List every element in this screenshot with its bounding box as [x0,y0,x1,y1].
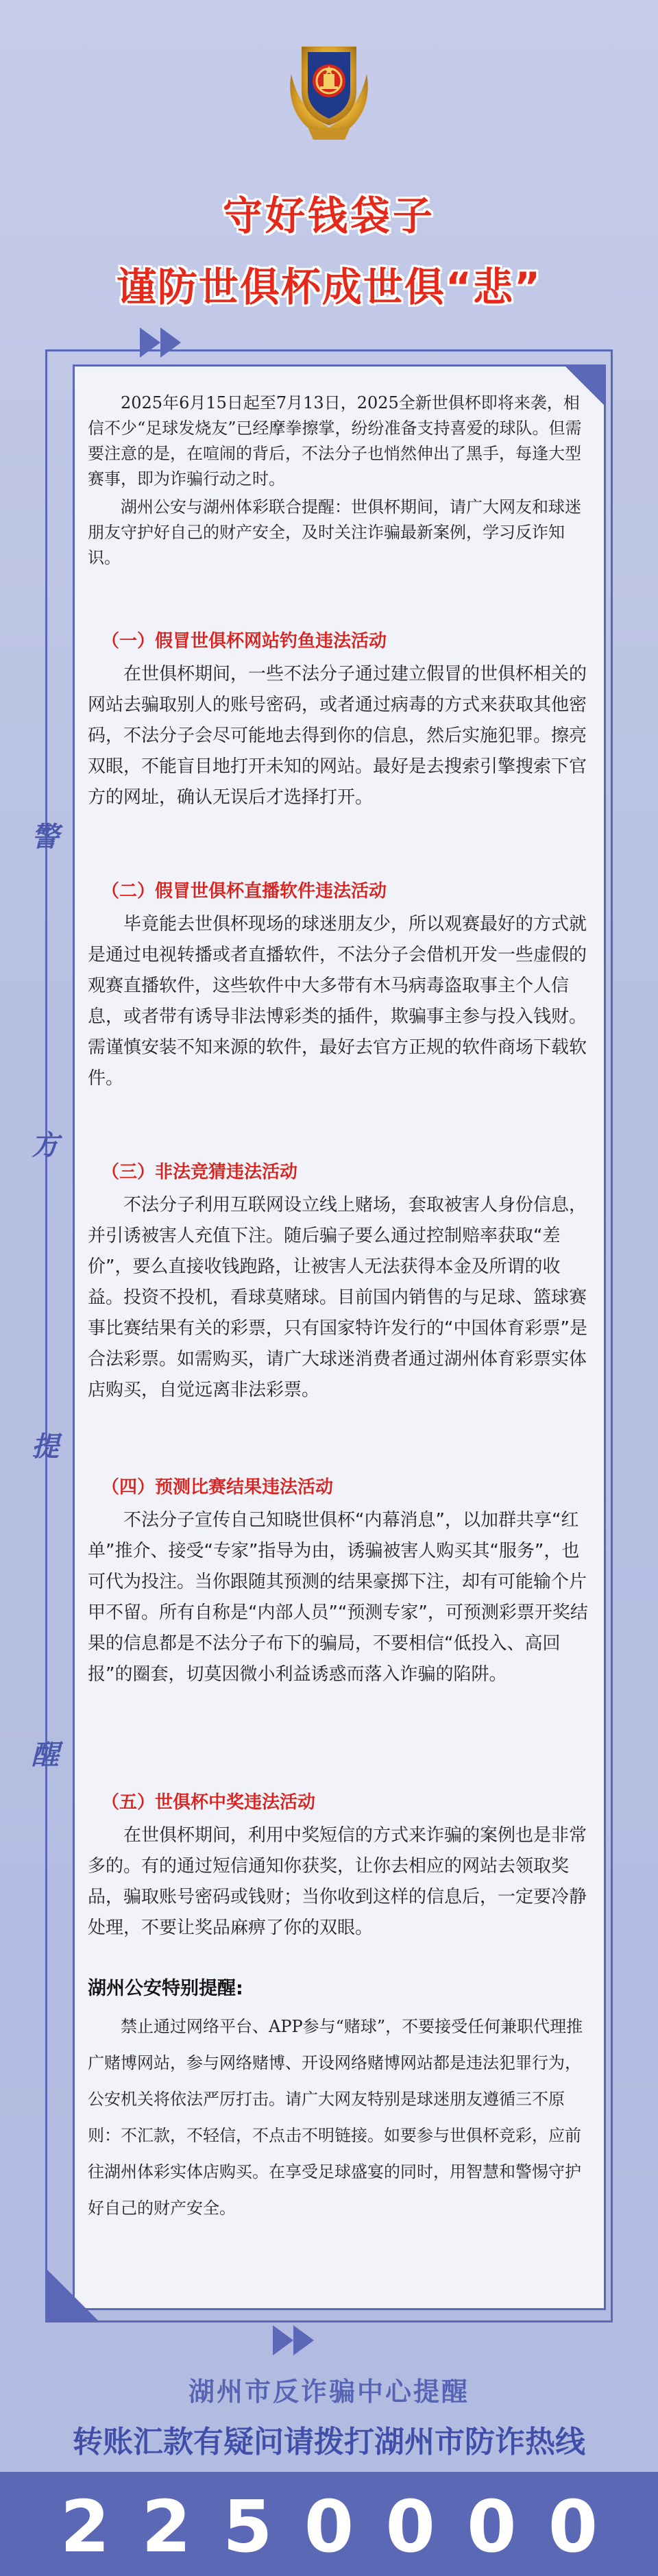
hotline-number [51,2485,607,2568]
corner-triangle-bottom-left [45,2268,100,2323]
intro-block [88,391,592,573]
side-label-char: 提 [32,1431,59,1463]
section-body: 不法分子利用互联网设立线上赌场，套取被害人身份信息，并引诱被害人充值下注。随后骗子要么通过控制赔率获取“差价”，要么直接收钱跑路，让被害人无法获得本金及所谓的收益。投资不投机，看球莫赌球。目前国内销售的与足球、篮球赛事比赛结果有关的彩票，只有国家特许发行的“中国体育彩票”是合法彩票。如需购买，请广大球迷消费者通过湖州体育彩票实体店购买，自觉远离非法彩票。 [88,1195,587,1400]
section-heading: （五）世俱杯中奖违法活动 [101,1792,316,1813]
side-label-char: 醒 [32,1739,59,1771]
hotline-digit: 2 [51,2491,119,2562]
double-arrow-icon [273,2324,325,2357]
section-heading: （二）假冒世俱杯直播软件违法活动 [101,881,387,902]
hotline-digit: 0 [295,2491,363,2562]
police-emblem-icon [271,33,387,149]
hotline-digit: 0 [457,2491,526,2562]
intro-paragraph: 2025年6月15日起至7月13日，2025全新世俱杯即将来袭，相信不少“足球发烧友”已经摩拳擦掌，纷纷准备支持喜爱的球队。但需要注意的是，在喧闹的背后，不法分子也悄然伸出了黑手，每逢大型赛事，即为诈骗行动之时。 [88,393,582,488]
section-heading: （四）预测比赛结果违法活动 [101,1477,334,1498]
section-body: 不法分子宣传自己知晓世俱杯“内幕消息”，以加群共享“红单”推介、接受“专家”指导为由，诱骗被害人购买其“服务”，也可代为投注。当你跟随其预测的结果豪掷下注，却有可能输个片甲不留。所有自称是“内部人员”“预测专家”，可预测彩票开奖结果的信息都是不法分子布下的骗局，不要相信“低投入、高回报”的圈套，切莫因微小利益诱惑而落入诈骗的陷阱。 [88,1510,588,1685]
hotline-digit: 2 [132,2491,201,2562]
footer-hotline-prompt: 转账汇款有疑问请拨打湖州市防诈热线 [73,2425,585,2460]
main-title: 守好钱袋子 [222,193,435,239]
section-heading: （一）假冒世俱杯网站钓鱼违法活动 [101,631,387,652]
double-arrow-icon [140,326,192,359]
sub-title: 谨防世俱杯成世俱“悲” [116,264,542,310]
notice-heading: 湖州公安特别提醒: [88,1978,243,1999]
hotline-digit: 0 [376,2491,445,2562]
intro-paragraph: 湖州公安与湖州体彩联合提醒：世俱杯期间，请广大网友和球迷朋友守护好自己的财产安全，及时关注诈骗最新案例，学习反诈知识。 [88,497,581,567]
section-body: 在世俱杯期间，一些不法分子通过建立假冒的世俱杯相关的网站去骗取别人的账号密码，或者通过病毒的方式来获取其他密码，不法分子会尽可能地去得到你的信息，然后实施犯罪。擦亮双眼，不能盲目地打开未知的网站。最好是去搜索引擎搜索下官方的网址，确认无误后才选择打开。 [88,664,587,808]
section-heading: （三）非法竞猜违法活动 [101,1162,298,1182]
notice-body: 禁止通过网络平台、APP参与“赌球”，不要接受任何兼职代理推广赌博网站，参与网络赌博、开设网络赌博网站都是违法犯罪行为，公安机关将依法严厉打击。请广大网友特别是球迷朋友遵循三不原则：不汇款，不轻信，不点击不明链接。如要参与世俱杯竞彩，应前往湖州体彩实体店购买。在享受足球盛宴的同时，用智慧和警惕守护好自己的财产安全。 [88,2017,583,2218]
hotline-digit: 5 [213,2491,282,2562]
footer-reminder: 湖州市反诈骗中心提醒 [188,2377,470,2407]
section-body: 在世俱杯期间，利用中奖短信的方式来诈骗的案例也是非常多的。有的通过短信通知你获奖，让你去相应的网站去领取奖品，骗取账号密码或钱财；当你收到这样的信息后，一定要冷静处理，不要让奖品麻痹了你的双眼。 [88,1825,587,1938]
hotline-digit: 0 [539,2491,607,2562]
section-body: 毕竟能去世俱杯现场的球迷朋友少，所以观赛最好的方式就是通过电视转播或者直播软件，不法分子会借机开发一些虚假的观赛直播软件，这些软件中大多带有木马病毒盗取事主个人信息，或者带有诱导非法博彩类的插件，欺骗事主参与投入钱财。需谨慎安装不知来源的软件，最好去官方正规的软件商场下载软件。 [88,914,587,1089]
side-label-char: 方 [32,1129,59,1161]
side-label-char: 警 [32,821,59,853]
